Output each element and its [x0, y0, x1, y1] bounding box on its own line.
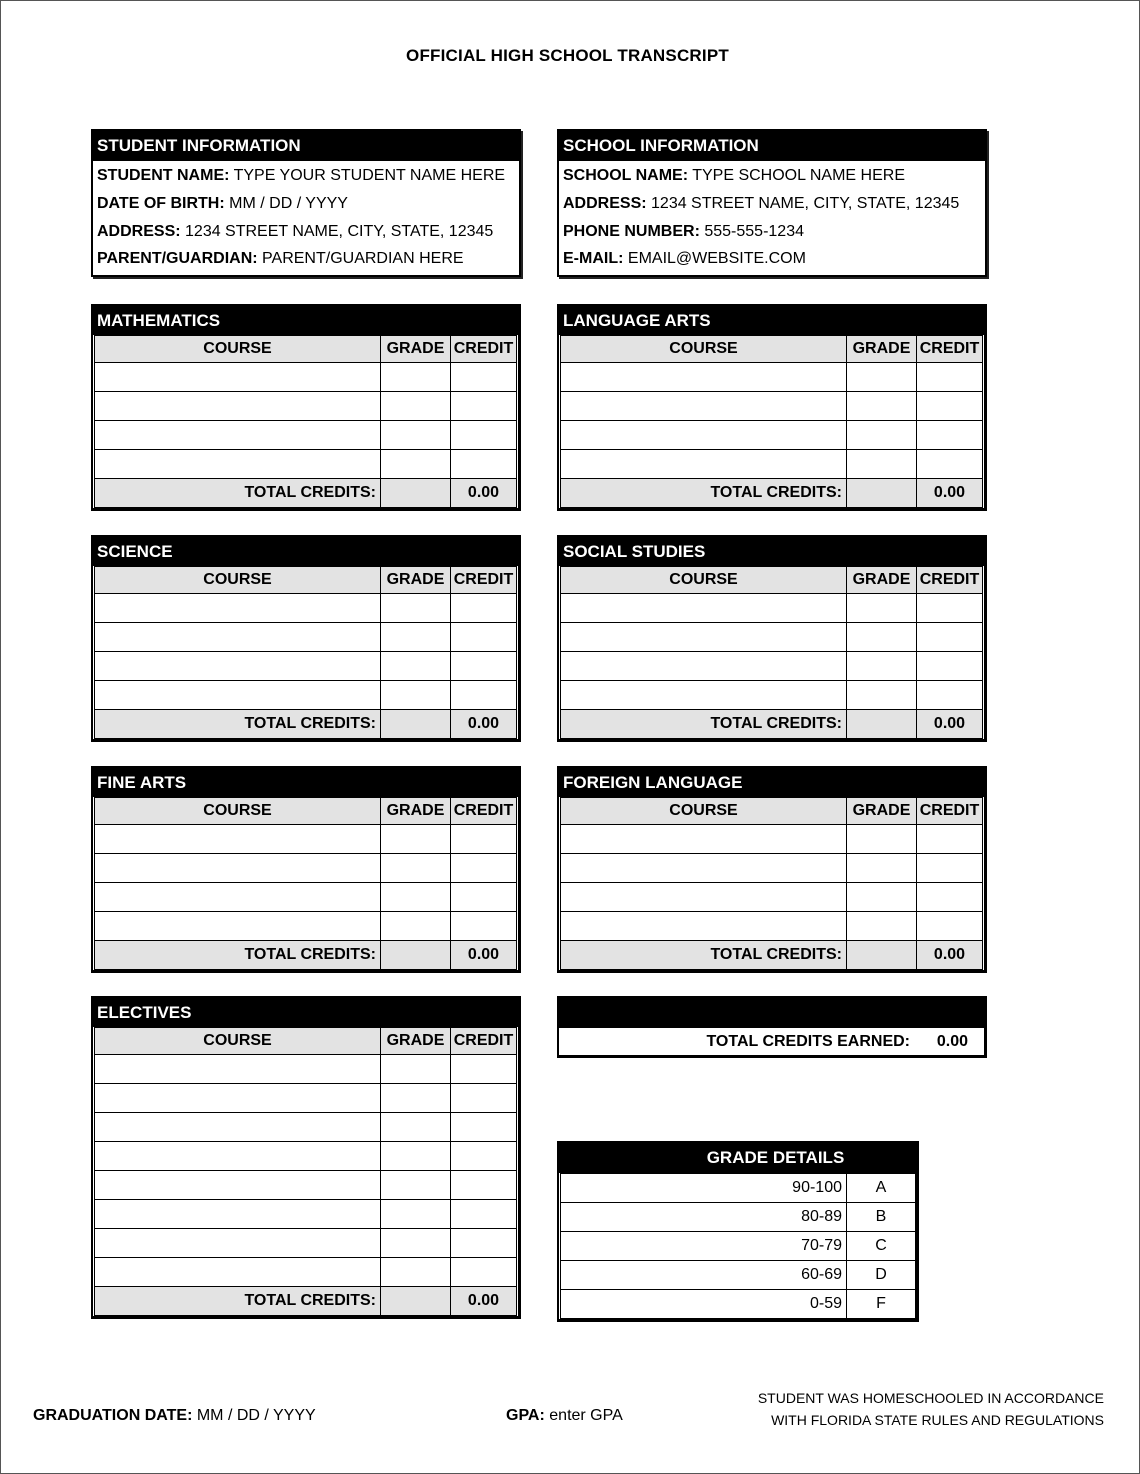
- credit-column-header: CREDIT: [451, 567, 517, 594]
- grade-range: 80-89: [561, 1203, 847, 1232]
- total-credits-value: 0.00: [451, 479, 517, 508]
- grade-row: [561, 1174, 916, 1203]
- table-row: [95, 883, 517, 912]
- credit-column-header: CREDIT: [917, 798, 983, 825]
- school-name-line[interactable]: [563, 162, 981, 190]
- mathematics-section: [91, 304, 521, 511]
- course-cell[interactable]: [95, 1258, 381, 1287]
- table-header-row: [95, 798, 517, 825]
- credit-cell[interactable]: [451, 392, 517, 421]
- course-cell[interactable]: [561, 652, 847, 681]
- grade-cell[interactable]: [381, 421, 451, 450]
- student-name-value: TYPE YOUR STUDENT NAME HERE: [233, 167, 506, 184]
- grade-column-header: GRADE: [381, 336, 451, 363]
- table-row: [95, 421, 517, 450]
- course-cell[interactable]: [95, 1200, 381, 1229]
- total-blank-cell: [381, 710, 451, 739]
- phone-number-line[interactable]: [563, 218, 981, 246]
- credit-cell[interactable]: [451, 825, 517, 854]
- gpa-label: GPA:: [506, 1407, 545, 1424]
- credit-cell[interactable]: [451, 1200, 517, 1229]
- grade-cell[interactable]: [381, 623, 451, 652]
- grade-row: [561, 1203, 916, 1232]
- mathematics-heading: MATHEMATICS: [93, 306, 518, 335]
- grade-cell[interactable]: [847, 623, 917, 652]
- total-credits-row: [561, 710, 983, 739]
- course-cell[interactable]: [95, 1113, 381, 1142]
- total-credits-earned-label: TOTAL CREDITS EARNED:: [706, 1033, 910, 1050]
- course-column-header: COURSE: [95, 567, 381, 594]
- grade-cell[interactable]: [847, 652, 917, 681]
- gpa-value: enter GPA: [549, 1407, 623, 1424]
- table-row: [95, 363, 517, 392]
- grade-cell[interactable]: [381, 825, 451, 854]
- course-cell[interactable]: [95, 1229, 381, 1258]
- course-cell[interactable]: [95, 681, 381, 710]
- social-studies-section: [557, 535, 987, 742]
- grade-cell[interactable]: [381, 1171, 451, 1200]
- total-credits-earned-box: [557, 996, 987, 1058]
- email-line[interactable]: [563, 246, 981, 272]
- course-column-header: COURSE: [95, 798, 381, 825]
- fine-arts-heading: FINE ARTS: [93, 768, 518, 797]
- grade-letter: F: [847, 1290, 916, 1319]
- table-row: [95, 652, 517, 681]
- credit-column-header: CREDIT: [451, 336, 517, 363]
- total-credits-row: [95, 710, 517, 739]
- grade-cell[interactable]: [381, 854, 451, 883]
- credit-cell[interactable]: [917, 681, 983, 710]
- credit-cell[interactable]: [451, 1229, 517, 1258]
- credit-cell[interactable]: [917, 912, 983, 941]
- table-row: [561, 681, 983, 710]
- course-cell[interactable]: [561, 681, 847, 710]
- course-cell[interactable]: [95, 392, 381, 421]
- total-blank-cell: [381, 1287, 451, 1316]
- grade-cell[interactable]: [847, 421, 917, 450]
- table-row: [95, 854, 517, 883]
- grade-letter: D: [847, 1261, 916, 1290]
- credit-cell[interactable]: [917, 652, 983, 681]
- student-info-heading: STUDENT INFORMATION: [93, 131, 519, 161]
- grade-column-header: GRADE: [847, 567, 917, 594]
- table-row: [95, 1055, 517, 1084]
- grade-cell[interactable]: [381, 652, 451, 681]
- grade-cell[interactable]: [381, 681, 451, 710]
- email-label: E-MAIL:: [563, 250, 624, 267]
- table-row: [95, 450, 517, 479]
- grade-cell[interactable]: [847, 450, 917, 479]
- course-cell[interactable]: [95, 1171, 381, 1200]
- total-credits-label: TOTAL CREDITS:: [561, 710, 847, 739]
- grade-cell[interactable]: [381, 594, 451, 623]
- credit-cell[interactable]: [917, 450, 983, 479]
- parent-guardian-label: PARENT/GUARDIAN:: [97, 250, 258, 267]
- student-name-label: STUDENT NAME:: [97, 167, 230, 184]
- credit-cell[interactable]: [451, 594, 517, 623]
- grade-cell[interactable]: [381, 883, 451, 912]
- homeschool-statement: [758, 1387, 1104, 1431]
- course-cell[interactable]: [95, 450, 381, 479]
- credit-column-header: CREDIT: [917, 336, 983, 363]
- school-name-value: TYPE SCHOOL NAME HERE: [692, 167, 905, 184]
- total-credits-value: 0.00: [451, 710, 517, 739]
- total-blank-cell: [381, 941, 451, 970]
- grade-range: 70-79: [561, 1232, 847, 1261]
- table-row: [561, 450, 983, 479]
- course-cell[interactable]: [95, 1142, 381, 1171]
- grade-cell[interactable]: [381, 1113, 451, 1142]
- grade-cell[interactable]: [381, 1055, 451, 1084]
- school-address-value: 1234 STREET NAME, CITY, STATE, 12345: [651, 195, 960, 212]
- credit-cell[interactable]: [451, 1142, 517, 1171]
- electives-section: [91, 996, 521, 1319]
- date-of-birth-line[interactable]: [97, 190, 515, 218]
- parent-guardian-line[interactable]: [97, 246, 515, 272]
- course-cell[interactable]: [561, 421, 847, 450]
- grade-cell[interactable]: [847, 912, 917, 941]
- homeschool-statement-line-1: STUDENT WAS HOMESCHOOLED IN ACCORDANCE: [757, 1390, 1104, 1406]
- table-row: [561, 421, 983, 450]
- grade-column-header: GRADE: [847, 336, 917, 363]
- course-cell[interactable]: [95, 363, 381, 392]
- graduation-date-value: MM / DD / YYYY: [196, 1407, 316, 1424]
- table-row: [95, 1229, 517, 1258]
- total-credits-label: TOTAL CREDITS:: [95, 1287, 381, 1316]
- phone-number-label: PHONE NUMBER:: [563, 223, 700, 240]
- credit-cell[interactable]: [451, 363, 517, 392]
- course-cell[interactable]: [95, 912, 381, 941]
- grade-cell[interactable]: [381, 450, 451, 479]
- credit-column-header: CREDIT: [451, 798, 517, 825]
- table-header-row: [561, 798, 983, 825]
- table-row: [561, 883, 983, 912]
- grade-cell[interactable]: [381, 1200, 451, 1229]
- fine-arts-table: [94, 797, 517, 970]
- language-arts-table: [560, 335, 983, 508]
- course-cell[interactable]: [95, 594, 381, 623]
- grade-cell[interactable]: [381, 392, 451, 421]
- table-row: [561, 652, 983, 681]
- total-credits-value: 0.00: [917, 479, 983, 508]
- course-cell[interactable]: [561, 623, 847, 652]
- total-blank-cell: [847, 479, 917, 508]
- credit-cell[interactable]: [451, 883, 517, 912]
- total-blank-cell: [847, 710, 917, 739]
- credit-cell[interactable]: [917, 854, 983, 883]
- credit-cell[interactable]: [451, 652, 517, 681]
- school-address-label: ADDRESS:: [563, 195, 647, 212]
- grade-column-header: GRADE: [381, 567, 451, 594]
- total-credits-value: 0.00: [451, 941, 517, 970]
- table-row: [95, 623, 517, 652]
- total-blank-cell: [381, 479, 451, 508]
- social-studies-table: [560, 566, 983, 739]
- email-value: EMAIL@WEBSITE.COM: [627, 250, 806, 267]
- grade-row: [561, 1261, 916, 1290]
- table-row: [95, 1171, 517, 1200]
- credit-column-header: CREDIT: [917, 567, 983, 594]
- course-column-header: COURSE: [95, 336, 381, 363]
- credit-cell[interactable]: [917, 421, 983, 450]
- course-cell[interactable]: [95, 421, 381, 450]
- table-header-row: [561, 336, 983, 363]
- course-cell[interactable]: [561, 594, 847, 623]
- grade-range: 60-69: [561, 1261, 847, 1290]
- grade-cell[interactable]: [381, 912, 451, 941]
- course-cell[interactable]: [95, 1055, 381, 1084]
- total-credits-row: [95, 941, 517, 970]
- course-cell[interactable]: [561, 392, 847, 421]
- course-cell[interactable]: [561, 883, 847, 912]
- student-address-line[interactable]: [97, 218, 515, 246]
- foreign-language-heading: FOREIGN LANGUAGE: [559, 768, 984, 797]
- total-credits-label: TOTAL CREDITS:: [95, 479, 381, 508]
- student-name-line[interactable]: [97, 162, 515, 190]
- grade-cell[interactable]: [847, 854, 917, 883]
- course-cell[interactable]: [95, 1084, 381, 1113]
- table-row: [95, 1258, 517, 1287]
- grade-range: 90-100: [561, 1174, 847, 1203]
- total-credits-earned-value: 0.00: [936, 1033, 968, 1050]
- credit-cell[interactable]: [451, 681, 517, 710]
- course-column-header: COURSE: [561, 336, 847, 363]
- phone-number-value: 555-555-1234: [704, 223, 804, 240]
- social-studies-heading: SOCIAL STUDIES: [559, 537, 984, 566]
- table-row: [561, 363, 983, 392]
- credit-cell[interactable]: [917, 623, 983, 652]
- table-header-row: [95, 336, 517, 363]
- course-cell[interactable]: [561, 912, 847, 941]
- science-heading: SCIENCE: [93, 537, 518, 566]
- foreign-language-section: [557, 766, 987, 973]
- credit-cell[interactable]: [917, 825, 983, 854]
- total-credits-label: TOTAL CREDITS:: [561, 479, 847, 508]
- credit-cell[interactable]: [451, 912, 517, 941]
- school-info-heading: SCHOOL INFORMATION: [559, 131, 985, 161]
- total-credits-value: 0.00: [917, 941, 983, 970]
- total-credits-value: 0.00: [917, 710, 983, 739]
- credit-cell[interactable]: [451, 623, 517, 652]
- science-section: [91, 535, 521, 742]
- electives-heading: ELECTIVES: [93, 998, 518, 1027]
- language-arts-heading: LANGUAGE ARTS: [559, 306, 984, 335]
- student-address-label: ADDRESS:: [97, 223, 181, 240]
- foreign-language-table: [560, 797, 983, 970]
- total-credits-value: 0.00: [451, 1287, 517, 1316]
- grade-cell[interactable]: [381, 1258, 451, 1287]
- grade-cell[interactable]: [381, 1142, 451, 1171]
- total-credits-row: [95, 1287, 517, 1316]
- grade-range: 0-59: [561, 1290, 847, 1319]
- table-row: [95, 1084, 517, 1113]
- mathematics-table: [94, 335, 517, 508]
- credit-cell[interactable]: [451, 1171, 517, 1200]
- grade-cell[interactable]: [847, 681, 917, 710]
- language-arts-section: [557, 304, 987, 511]
- course-cell[interactable]: [95, 623, 381, 652]
- table-row: [561, 623, 983, 652]
- table-row: [95, 1200, 517, 1229]
- course-column-header: COURSE: [561, 798, 847, 825]
- course-cell[interactable]: [561, 825, 847, 854]
- table-header-row: [95, 1028, 517, 1055]
- total-credits-label: TOTAL CREDITS:: [561, 941, 847, 970]
- course-cell[interactable]: [561, 363, 847, 392]
- table-row: [95, 1113, 517, 1142]
- grade-column-header: GRADE: [381, 1028, 451, 1055]
- table-row: [561, 594, 983, 623]
- student-address-value: 1234 STREET NAME, CITY, STATE, 12345: [185, 223, 494, 240]
- grade-details-heading: GRADE DETAILS: [559, 1143, 916, 1173]
- total-credits-earned-row: [559, 1028, 984, 1055]
- total-credits-row: [95, 479, 517, 508]
- course-cell[interactable]: [95, 854, 381, 883]
- grade-letter: C: [847, 1232, 916, 1261]
- school-address-line[interactable]: [563, 190, 981, 218]
- school-name-label: SCHOOL NAME:: [563, 167, 689, 184]
- table-header-row: [95, 567, 517, 594]
- credit-cell[interactable]: [451, 1084, 517, 1113]
- electives-table: [94, 1027, 517, 1316]
- date-of-birth-value: MM / DD / YYYY: [229, 195, 348, 212]
- grade-details-table: [560, 1173, 916, 1319]
- parent-guardian-value: PARENT/GUARDIAN HERE: [262, 250, 464, 267]
- fine-arts-section: [91, 766, 521, 973]
- science-table: [94, 566, 517, 739]
- gpa[interactable]: [506, 1407, 623, 1425]
- table-row: [561, 854, 983, 883]
- credit-cell[interactable]: [451, 1055, 517, 1084]
- total-credits-label: TOTAL CREDITS:: [95, 941, 381, 970]
- grade-letter: B: [847, 1203, 916, 1232]
- total-credits-earned-header-bar: [559, 998, 984, 1028]
- course-cell[interactable]: [561, 854, 847, 883]
- total-credits-row: [561, 479, 983, 508]
- course-cell[interactable]: [95, 825, 381, 854]
- table-row: [561, 392, 983, 421]
- graduation-date-label: GRADUATION DATE:: [33, 1407, 193, 1424]
- grade-cell[interactable]: [847, 594, 917, 623]
- credit-cell[interactable]: [451, 854, 517, 883]
- course-column-header: COURSE: [95, 1028, 381, 1055]
- total-credits-row: [561, 941, 983, 970]
- total-credits-label: TOTAL CREDITS:: [95, 710, 381, 739]
- table-row: [561, 825, 983, 854]
- grade-column-header: GRADE: [381, 798, 451, 825]
- student-info-box: [91, 129, 521, 277]
- course-cell[interactable]: [95, 652, 381, 681]
- credit-cell[interactable]: [917, 883, 983, 912]
- grade-column-header: GRADE: [847, 798, 917, 825]
- credit-cell[interactable]: [451, 450, 517, 479]
- grade-cell[interactable]: [381, 363, 451, 392]
- school-info-box: [557, 129, 987, 277]
- grade-cell[interactable]: [381, 1084, 451, 1113]
- course-cell[interactable]: [561, 450, 847, 479]
- grade-row: [561, 1232, 916, 1261]
- table-header-row: [561, 567, 983, 594]
- grade-row: [561, 1290, 916, 1319]
- credit-column-header: CREDIT: [451, 1028, 517, 1055]
- grade-cell[interactable]: [381, 1229, 451, 1258]
- credit-cell[interactable]: [451, 1258, 517, 1287]
- course-column-header: COURSE: [561, 567, 847, 594]
- grade-cell[interactable]: [847, 363, 917, 392]
- grade-cell[interactable]: [847, 392, 917, 421]
- credit-cell[interactable]: [451, 421, 517, 450]
- homeschool-statement-line-2: WITH FLORIDA STATE RULES AND REGULATIONS: [771, 1412, 1104, 1428]
- table-row: [561, 912, 983, 941]
- course-cell[interactable]: [95, 883, 381, 912]
- table-row: [95, 681, 517, 710]
- credit-cell[interactable]: [451, 1113, 517, 1142]
- credit-cell[interactable]: [917, 594, 983, 623]
- total-blank-cell: [847, 941, 917, 970]
- credit-cell[interactable]: [917, 363, 983, 392]
- grade-letter: A: [847, 1174, 916, 1203]
- grade-cell[interactable]: [847, 883, 917, 912]
- table-row: [95, 825, 517, 854]
- date-of-birth-label: DATE OF BIRTH:: [97, 195, 225, 212]
- table-row: [95, 594, 517, 623]
- grade-details-box: [557, 1141, 919, 1322]
- page-title: OFFICIAL HIGH SCHOOL TRANSCRIPT: [406, 46, 729, 65]
- table-row: [95, 912, 517, 941]
- grade-cell[interactable]: [847, 825, 917, 854]
- credit-cell[interactable]: [917, 392, 983, 421]
- graduation-date[interactable]: [33, 1407, 316, 1425]
- table-row: [95, 392, 517, 421]
- table-row: [95, 1142, 517, 1171]
